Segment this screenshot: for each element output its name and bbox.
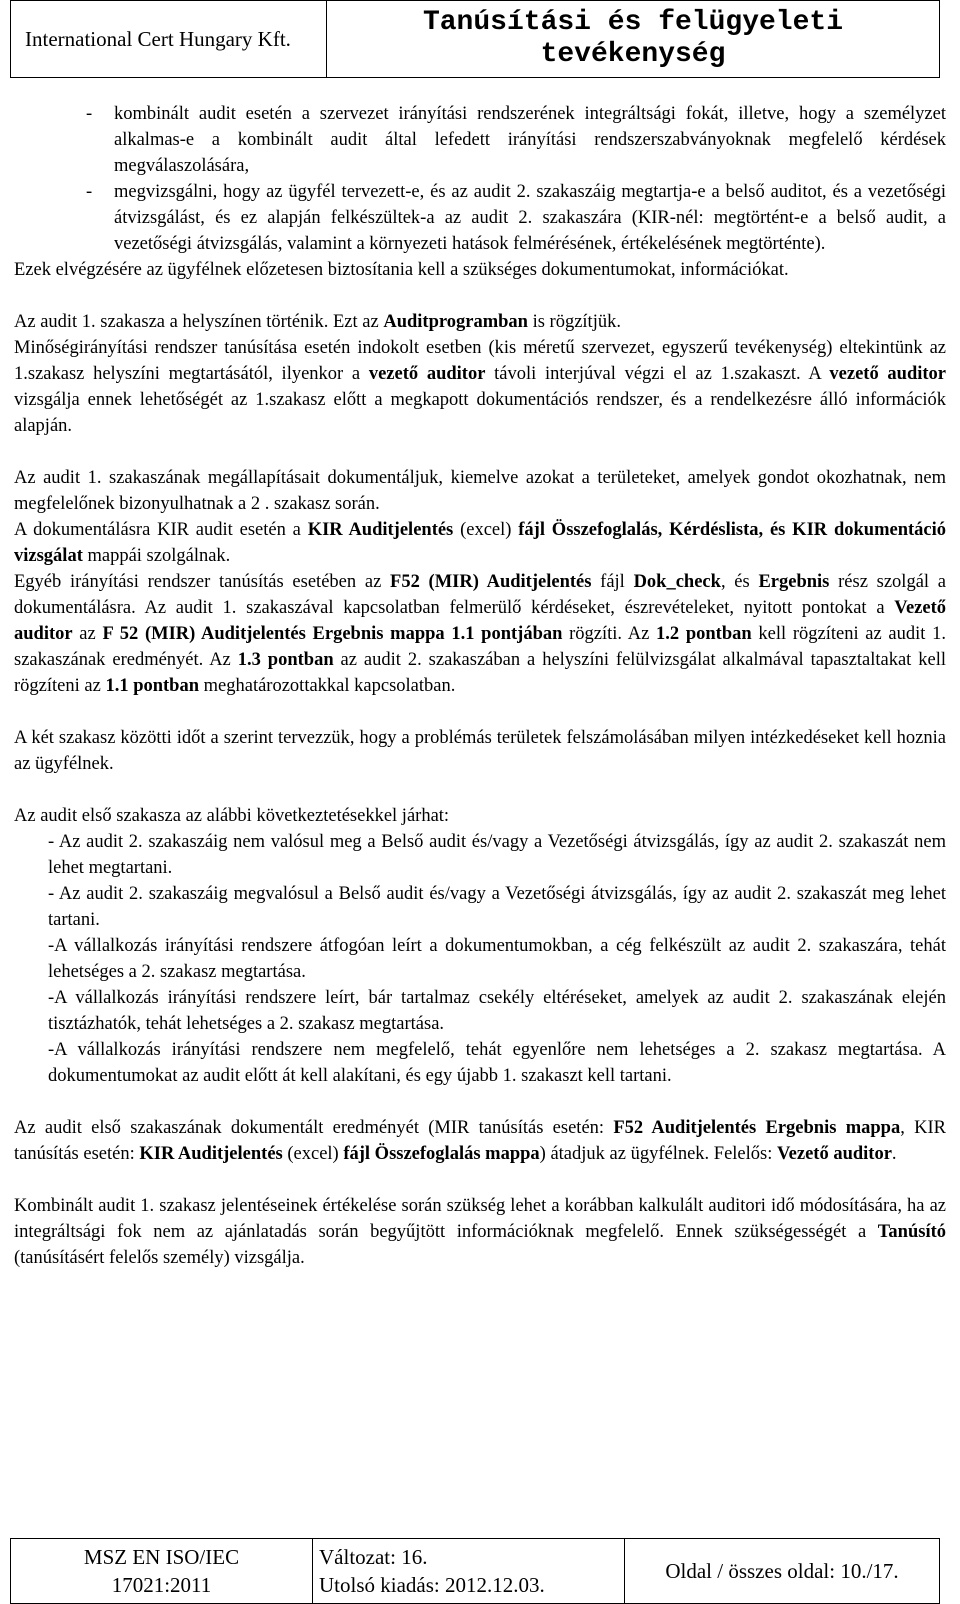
paragraph-prep: Ezek elvégzésére az ügyfélnek előzetesen biztosítania kell a szükséges dokumentumokat, információkat. bbox=[14, 260, 789, 280]
paragraph-between-stages: A két szakasz közötti időt a szerint tervezzük, hogy a problémás területek felszámolásában milyen intézkedéseket kell hoznia az ügyfélnek. bbox=[14, 728, 946, 774]
bullet-dash: - bbox=[86, 104, 93, 124]
standard-line-2: 17021:2011 bbox=[111, 1573, 212, 1597]
issued-text: Utolsó kiadás: 2012.12.03. bbox=[319, 1573, 545, 1597]
bullet-item bbox=[14, 101, 946, 179]
standard-line-1: MSZ EN ISO/IEC bbox=[83, 1545, 240, 1569]
company-name: International Cert Hungary Kft. bbox=[11, 1, 327, 78]
footer-version bbox=[313, 1539, 625, 1604]
document-body bbox=[14, 101, 946, 1271]
paragraph-conclusions-intro: Az audit első szakasza az alábbi következtetésekkel járhat: bbox=[14, 806, 450, 826]
bullet-item bbox=[14, 179, 946, 257]
list-item: - Az audit 2. szakaszáig nem valósul meg a Belső audit és/vagy a Vezetőségi átvizsgálás, így az audit 2. szakaszát nem lehet megtartani. bbox=[48, 832, 946, 878]
bullet-dash: - bbox=[86, 182, 93, 202]
paragraph-findings: Az audit 1. szakaszának megállapításait dokumentáljuk, kiemelve azokat a területeket, amelyek gondot okozhatnak, nem megfelelőnek bizonyulhatnak a 2 . szakasz során. bbox=[14, 468, 946, 514]
page-footer bbox=[10, 1538, 940, 1604]
list-item: -A vállalkozás irányítási rendszere átfogóan leírt a dokumentumokban, a cég felkészült az audit 2. szakaszára, tehát lehetséges a 2. szakasz megtartása. bbox=[48, 936, 946, 982]
paragraph-result: Az audit első szakaszának dokumentált eredményét (MIR tanúsítás esetén: F52 Auditjelentés Ergebnis mappa, KIR tanúsítás esetén: KIR Auditjelentés (excel) fájl Összefoglalás mappa) átadjuk az ügyfélnek. Felelős: Vezető auditor. bbox=[14, 1118, 946, 1164]
bullet-text: kombinált audit esetén a szervezet irányítási rendszerének integráltsági fokát, illetve, hogy a személyzet alkalmas-e a kombinált audit által lefedett irányítási rendszerszabványoknak megfelelő kérdések megválaszolására, bbox=[114, 104, 946, 176]
list-item: -A vállalkozás irányítási rendszere leírt, bár tartalmaz csekély eltéréseket, amelyek az audit 2. szakaszának elején tisztázhatók, tehát lehetséges a 2. szakasz megtartása. bbox=[48, 988, 946, 1034]
page-number: Oldal / összes oldal: 10./17. bbox=[625, 1539, 940, 1604]
paragraph-combined-audit: Kombinált audit 1. szakasz jelentéseinek értékelése során szükség lehet a korábban kalkulált auditori idő módosítására, ha az integráltsági fok nem az ajánlatadás során begyűjtött információknak megfelelő. Ennek szükségességét a Tanúsító (tanúsításért felelős személy) vizsgálja. bbox=[14, 1196, 946, 1268]
footer-standard bbox=[11, 1539, 313, 1604]
page-header bbox=[10, 0, 940, 78]
paragraph-other-systems: Egyéb irányítási rendszer tanúsítás esetében az F52 (MIR) Auditjelentés fájl Dok_check, és Ergebnis rész szolgál a dokumentálásra. Az audit 1. szakaszával kapcsolatban felmerülő kérdéseket, észrevételeket, nyitott pontokat a Vezető auditor az F 52 (MIR) Auditjelentés Ergebnis mappa 1.1 pontjában rögzíti. Az 1.2 pontban kell rögzíteni az audit 1. szakaszának eredményét. Az 1.3 pontban az audit 2. szakaszában a helyszíni felülvizsgálat alkalmával tapasztaltakat kell rögzíteni az 1.1 pontban meghatározottakkal kapcsolatban. bbox=[14, 572, 946, 696]
conclusions-list bbox=[14, 829, 946, 1089]
paragraph-kir: A dokumentálásra KIR audit esetén a KIR Auditjelentés (excel) fájl Összefoglalás, Kérdéslista, és KIR dokumentáció vizsgálat mappái szolgálnak. bbox=[14, 520, 946, 566]
document-title: Tanúsítási és felügyeleti tevékenység bbox=[327, 1, 940, 78]
bullet-text: megvizsgálni, hogy az ügyfél tervezett-e, és az audit 2. szakaszáig megtartja-e a belső auditot, és a vezetőségi átvizsgálást, és ez alapján felkészültek-a az audit 2. szakaszára (KIR-nél: megtörtént-e a belső audit, a vezetőségi átvizsgálás, valamint a környezeti hatások felmérésének, értékelésének megtörténte). bbox=[114, 182, 946, 254]
list-item: - Az audit 2. szakaszáig megvalósul a Belső audit és/vagy a Vezetőségi átvizsgálás, így az audit 2. szakaszát meg lehet tartani. bbox=[48, 884, 946, 930]
paragraph-onsite: Az audit 1. szakasza a helyszínen történik. Ezt az Auditprogramban is rögzítjük. bbox=[14, 312, 621, 332]
paragraph-remote: Minőségirányítási rendszer tanúsítása esetén indokolt esetben (kis méretű szervezet, egyszerű tevékenység) eltekintünk az 1.szakasz helyszíni megtartásától, ilyenkor a vezető auditor távoli interjúval végzi el az 1.szakaszt. A vezető auditor vizsgálja ennek lehetőségét az 1.szakasz előtt a megkapott dokumentációs rendszer, és a rendelkezésre álló információk alapján. bbox=[14, 338, 946, 436]
version-text: Változat: 16. bbox=[319, 1545, 428, 1569]
list-item: -A vállalkozás irányítási rendszere nem megfelelő, tehát egyenlőre nem lehetséges a 2. szakasz megtartása. A dokumentumokat az audit előtt át kell alakítani, és egy újabb 1. szakaszt kell tartani. bbox=[48, 1040, 946, 1086]
